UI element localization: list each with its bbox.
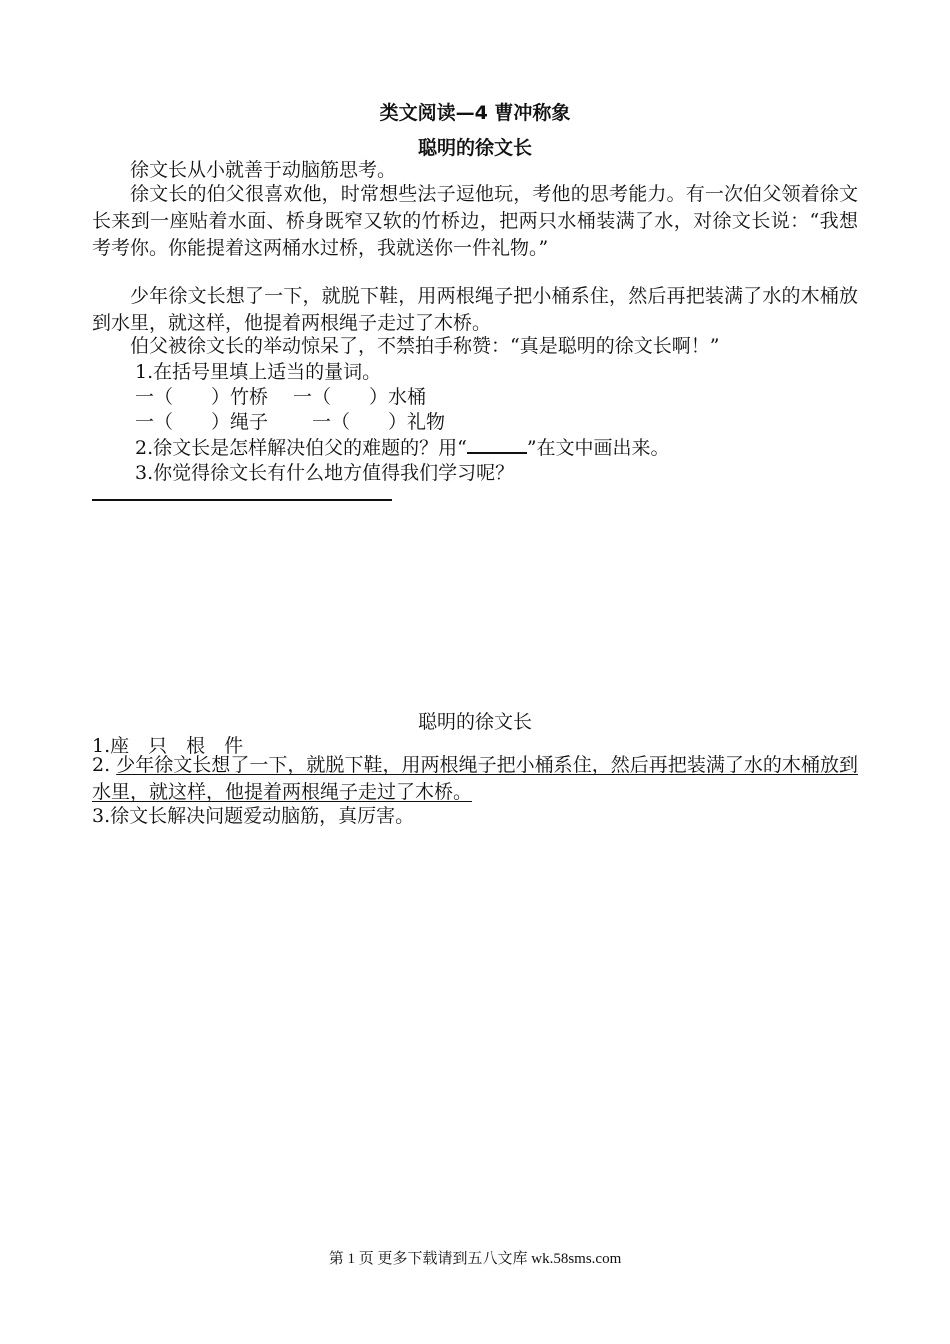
answer-2	[92, 752, 858, 806]
answer-1: 1.座 只 根 件	[92, 735, 244, 757]
answer-2-text: 少年徐文长想了一下，就脱下鞋，用两根绳子把小桶系住，然后再把装满了水的木桶放到水里，就这样，他提着两根绳子走过了木桥。	[92, 754, 858, 803]
answer-3: 3.徐文长解决问题爱动脑筋，真厉害。	[92, 805, 415, 827]
question-2	[135, 433, 670, 460]
passage-title: 聪明的徐文长	[417, 137, 532, 159]
passage-paragraph-4: 伯父被徐文长的举动惊呆了，不禁拍手称赞：“真是聪明的徐文长啊！”	[130, 335, 720, 357]
page-title: 类文阅读—4 曹冲称象	[379, 102, 571, 124]
question-1-line-1: 一（ ）竹桥 一（ ）水桶	[135, 386, 427, 408]
question-1: 1.在括号里填上适当的量词。	[135, 361, 382, 383]
underline-sample	[467, 438, 527, 454]
passage-paragraph-1: 徐文长从小就善于动脑筋思考。	[130, 159, 397, 181]
answer-2-prefix: 2.	[92, 754, 117, 776]
question-3: 3.你觉得徐文长有什么地方值得我们学习呢？	[135, 462, 515, 484]
question-2-prefix: 2.徐文长是怎样解决伯父的难题的？用“	[135, 437, 467, 459]
answers-heading: 聪明的徐文长	[417, 711, 532, 733]
question-2-suffix: ”在文中画出来。	[526, 437, 670, 459]
page-footer: 第 1 页 更多下载请到五八文库 wk.58sms.com	[328, 1251, 622, 1267]
passage-paragraph-2: 徐文长的伯父很喜欢他，时常想些法子逗他玩，考他的思考能力。有一次伯父领着徐文长来到一座贴着水面、桥身既窄又软的竹桥边，把两只水桶装满了水，对徐文长说：“我想考考你。你能提着这两桶水过桥，我就送你一件礼物。”	[92, 183, 858, 259]
passage-paragraph-3: 少年徐文长想了一下，就脱下鞋，用两根绳子把小桶系住，然后再把装满了水的木桶放到水里，就这样，他提着两根绳子走过了木桥。	[92, 285, 858, 334]
answer-line	[92, 499, 392, 501]
question-1-line-2: 一（ ）绳子 一（ ）礼物	[135, 411, 446, 433]
